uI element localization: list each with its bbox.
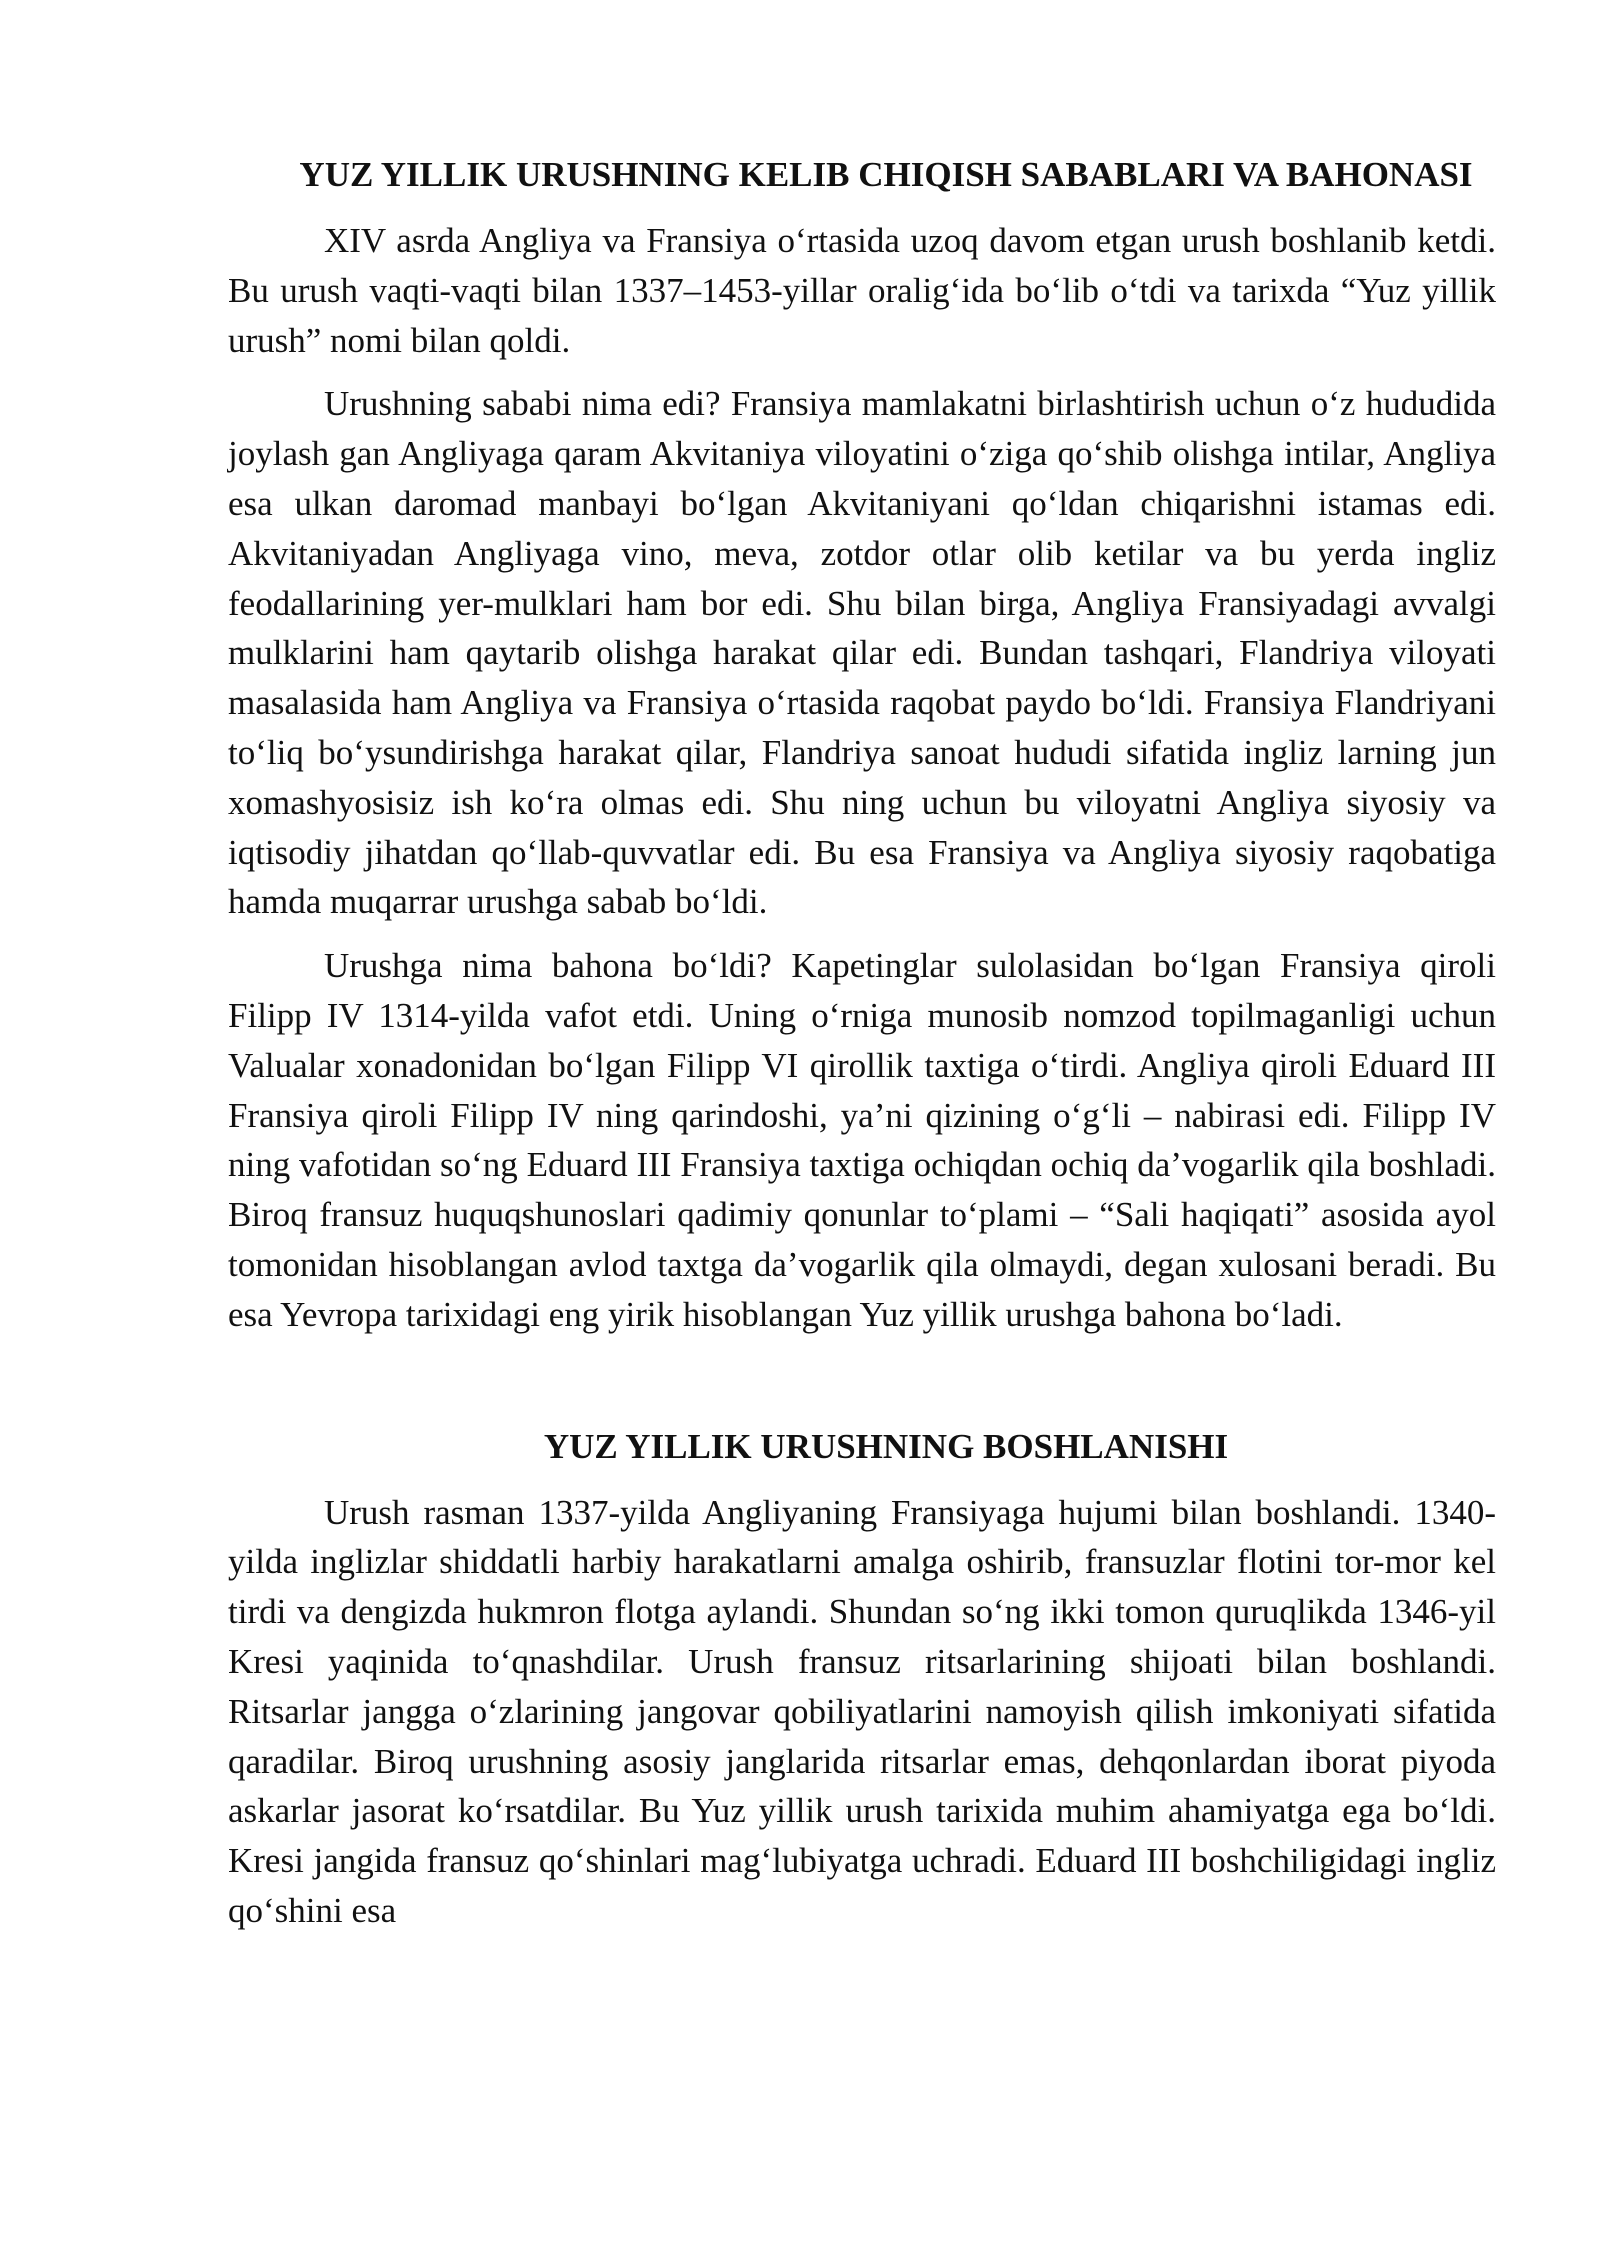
paragraph-causes: Urushning sababi nima edi? Fransiya mamlakatni birlashtirish uchun o‘z hududida joylash gan Angliyaga qaram Akvitaniya viloyatini o‘ziga qo‘shib olishga intilar, Angliya esa ulkan daromad manbayi bo‘lgan Akvitaniyani qo‘ldan chiqarishni istamas edi. Akvitaniyadan Angliyaga vino, meva, zotdor otlar olib ketilar va bu yerda ingliz feodallarining yer-mulklari ham bor edi. Shu bilan birga, Angliya Fransiyadagi avvalgi mulklarini ham qaytarib olishga harakat qilar edi. Bundan tashqari, Flandriya viloyati masalasida ham Angliya va Fransiya o‘rtasida raqobat paydo bo‘ldi. Fransiya Flandriyani to‘liq bo‘ysundirishga harakat qilar, Flandriya sanoat hududi sifatida ingliz larning jun xomashyosisiz ish ko‘ra olmas edi. Shu ning uchun bu viloyatni Angliya siyosiy va iqtisodiy jihatdan qo‘llab-quvvatlar edi. Bu esa Fransiya va Angliya siyosiy raqobatiga hamda muqarrar urushga sabab bo‘ldi. — [228, 384, 1496, 922]
document-page — [228, 150, 1496, 1950]
section-heading-causes: YUZ YILLIK URUSHNING KELIB CHIQISH SABABLARI VA BAHONASI — [299, 155, 1473, 194]
paragraph-intro: XIV asrda Angliya va Fransiya o‘rtasida uzoq davom etgan urush boshlanib ketdi. Bu urush vaqti-vaqti bilan 1337–1453-yillar oralig‘ida bo‘lib o‘tdi va tarixda “Yuz yillik urush” nomi bilan qoldi. — [228, 221, 1496, 360]
section-heading-beginning: YUZ YILLIK URUSHNING BOSHLANISHI — [543, 1426, 1229, 1466]
paragraph-pretext: Urushga nima bahona bo‘ldi? Kapetinglar sulolasidan bo‘lgan Fransiya qiroli Filipp IV 1314-yilda vafot etdi. Uning o‘rniga munosib nomzod topilmaganligi uchun Valualar xonadonidan bo‘lgan Filipp VI qirollik taxtiga o‘tirdi. Angliya qiroli Eduard III Fransiya qiroli Filipp IV ning qarindoshi, ya’ni qizining o‘g‘li – nabirasi edi. Filipp IV ning vafotidan so‘ng Eduard III Fransiya taxtiga ochiqdan ochiq da’vogarlik qila boshladi. Biroq fransuz huquqshunoslari qadimiy qonunlar to‘plami – “Sali haqiqati” asosida ayol tomonidan hisoblangan avlod taxtga da’vogarlik qila olmaydi, degan xulosani beradi. Bu esa Yevropa tarixidagi eng yirik hisoblangan Yuz yillik urushga bahona bo‘ladi. — [228, 946, 1496, 1334]
paragraph-beginning: Urush rasman 1337-yilda Angliyaning Fransiyaga hujumi bilan boshlandi. 1340-yilda inglizlar shiddatli harbiy harakatlarni amalga oshirib, fransuzlar flotini tor-mor kel tirdi va dengizda hukmron flotga aylandi. Shundan so‘ng ikki tomon quruqlikda 1346-yil Kresi yaqinida to‘qnashdilar. Urush fransuz ritsarlarining shijoati bilan boshlandi. Ritsarlar jangga o‘zlarining jangovar qobiliyatlarini namoyish qilish imkoniyati sifatida qaradilar. Biroq urushning asosiy janglarida ritsarlar emas, dehqonlardan iborat piyoda askarlar jasorat ko‘rsatdilar. Bu Yuz yillik urush tarixida muhim ahamiyatga ega bo‘ldi. Kresi jangida fransuz qo‘shinlari mag‘lubiyatga uchradi. Eduard III boshchiligidagi ingliz qo‘shini esa — [228, 1492, 1496, 1930]
